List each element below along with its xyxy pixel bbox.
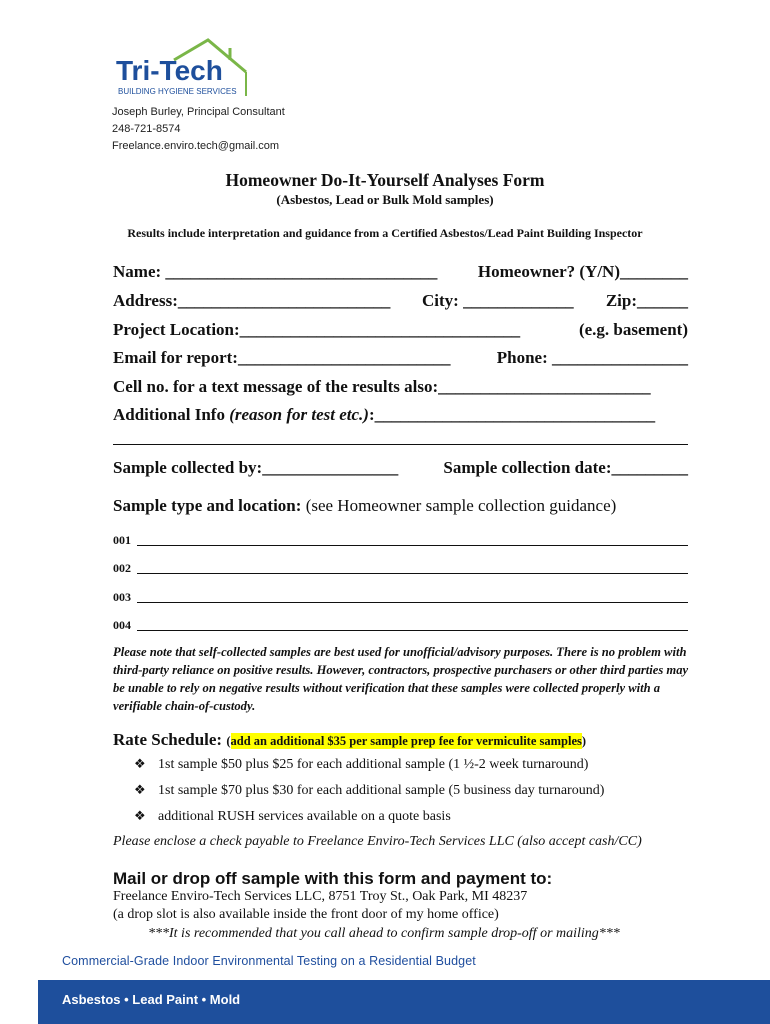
rate-schedule-heading: [113, 730, 586, 750]
tagline: Commercial-Grade Indoor Environmental Testing on a Residential Budget: [62, 954, 476, 968]
contact-email: Freelance.enviro.tech@gmail.com: [112, 140, 280, 152]
homeowner-field[interactable]: Homeowner? (Y/N)________: [477, 262, 688, 281]
diamond-bullet-icon: ❖: [134, 757, 146, 772]
project-location-example: (e.g. basement): [578, 320, 688, 339]
rate-item-text: additional RUSH services available on a quote basis: [158, 809, 451, 824]
additional-info-field[interactable]: [113, 405, 655, 425]
sample-type-label: Sample type and location:: [113, 496, 302, 515]
vermiculite-fee-highlight: add an additional $35 per sample prep fee for vermiculite samples: [230, 734, 582, 748]
additional-info-row: [113, 405, 688, 427]
diamond-bullet-icon: ❖: [134, 809, 146, 824]
name-row: [113, 262, 688, 284]
diamond-bullet-icon: ❖: [134, 783, 146, 798]
sample-line[interactable]: [113, 533, 688, 549]
cell-field[interactable]: Cell no. for a text message of the results also:_________________________: [113, 377, 651, 396]
sample-number: 002: [113, 561, 131, 575]
additional-info-label: Additional Info: [113, 405, 230, 424]
sample-number: 001: [113, 533, 131, 547]
sample-number: 003: [113, 590, 131, 604]
mail-address: Freelance Enviro-Tech Services LLC, 8751 Troy St., Oak Park, MI 48237: [113, 889, 528, 904]
call-ahead-note: ***It is recommended that you call ahead to confirm sample drop-off or mailing***: [148, 926, 620, 941]
sample-line[interactable]: [113, 590, 688, 606]
rate-paren-open: (: [226, 734, 231, 748]
rate-schedule-label: Rate Schedule:: [113, 730, 227, 749]
drop-slot-note: (a drop slot is also available inside the front door of my home office): [113, 907, 499, 922]
contact-block: [112, 104, 285, 155]
address-row: [113, 291, 688, 313]
contact-phone: 248-721-8574: [112, 123, 181, 135]
sample-type-row: [113, 496, 688, 518]
tri-tech-logo-graphic: [112, 38, 252, 100]
sample-collected-row: [113, 458, 688, 480]
contact-name: Joseph Burley, Principal Consultant: [112, 106, 285, 118]
cell-row: [113, 377, 688, 399]
name-field[interactable]: Name: ________________________________: [113, 262, 438, 281]
sample-blank[interactable]: [137, 602, 688, 603]
page-title: Homeowner Do-It-Yourself Analyses Form: [225, 170, 545, 190]
sample-blank[interactable]: [137, 545, 688, 546]
phone-field[interactable]: Phone: ________________: [496, 348, 688, 367]
sample-collected-by-field[interactable]: Sample collected by:________________: [113, 458, 399, 477]
project-location-row: [113, 320, 688, 342]
sample-number: 004: [113, 618, 131, 632]
additional-info-blank: :_________________________________: [368, 405, 656, 424]
city-field[interactable]: City: _____________: [422, 291, 574, 310]
disclaimer-note: Please note that self-collected samples are best used for unofficial/advisory purposes. There is no problem with third-party reliance on positive results. However, contractors, prospective purchasers or other third parties may be unable to rely on negative results without verification that these samples were collected properly with a verifiable chain-of-custody.: [113, 645, 689, 713]
sample-line[interactable]: [113, 561, 688, 577]
sample-line[interactable]: [113, 618, 688, 634]
rate-item-text: 1st sample $50 plus $25 for each additional sample (1 ½-2 week turnaround): [158, 757, 589, 772]
additional-info-extra-line[interactable]: [113, 444, 688, 445]
sample-type-note: (see Homeowner sample collection guidance): [301, 496, 617, 515]
zip-field[interactable]: Zip:______: [605, 291, 688, 310]
footer-banner: [38, 980, 770, 1024]
sample-collection-date-field[interactable]: Sample collection date:_________: [443, 458, 688, 477]
page-subtitle: (Asbestos, Lead or Bulk Mold samples): [276, 192, 494, 207]
logo-subtitle: BUILDING HYGIENE SERVICES: [118, 87, 237, 96]
additional-info-hint: (reason for test etc.): [229, 405, 369, 424]
mail-heading: Mail or drop off sample with this form and payment to:: [113, 869, 553, 888]
rate-item-text: 1st sample $70 plus $30 for each additional sample (5 business day turnaround): [158, 783, 605, 798]
email-row: [113, 348, 688, 370]
sample-blank[interactable]: [137, 630, 688, 631]
sample-blank[interactable]: [137, 573, 688, 574]
footer-services: Asbestos • Lead Paint • Mold: [62, 992, 241, 1007]
payment-note: Please enclose a check payable to Freelance Enviro-Tech Services LLC (also accept cash/CC): [113, 834, 642, 849]
company-logo: [112, 38, 252, 100]
results-note: Results include interpretation and guidance from a Certified Asbestos/Lead Paint Building Inspector: [127, 226, 643, 240]
rate-paren-close: ): [581, 734, 587, 748]
logo-wordmark: Tri-Tech: [116, 55, 223, 86]
address-field[interactable]: Address:_________________________: [113, 291, 391, 310]
email-field[interactable]: Email for report:_________________________: [113, 348, 451, 367]
project-location-field[interactable]: Project Location:_________________________________: [113, 320, 521, 339]
